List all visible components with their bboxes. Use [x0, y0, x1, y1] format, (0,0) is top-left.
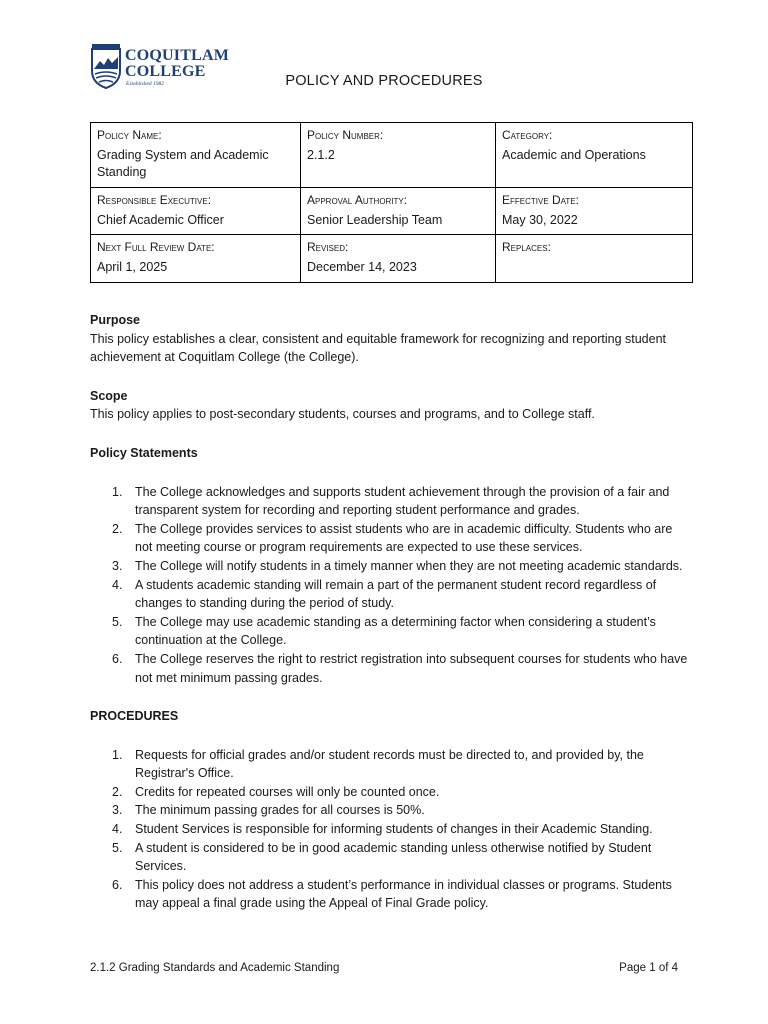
list-item-text: A students academic standing will remain a part of the permanent student record regardless of changes to standing during the period of study. — [135, 577, 657, 611]
meta-cell-policy-name — [91, 123, 301, 188]
document-title: POLICY AND PROCEDURES — [285, 73, 483, 89]
meta-label: Revised: — [307, 240, 349, 254]
meta-value: Senior Leadership Team — [307, 213, 443, 227]
scope-heading: Scope — [90, 388, 128, 403]
logo-line-2: COLLEGE — [125, 63, 206, 80]
list-item: 6. The College reserves the right to restrict registration into subsequent courses for students who have not met minimum passing grades. — [112, 651, 688, 685]
meta-cell-next-review-date — [91, 235, 301, 283]
meta-cell-effective-date — [496, 188, 693, 235]
list-item: 4. A students academic standing will remain a part of the permanent student record regardless of changes to standing during the period of study. — [112, 577, 657, 611]
list-item: 5. The College may use academic standing as a determining factor when considering a student’s continuation at the College. — [112, 614, 656, 648]
meta-cell-replaces — [496, 235, 693, 283]
meta-label: Policy Name: — [97, 128, 162, 142]
policy-statements-heading: Policy Statements — [90, 445, 198, 460]
meta-cell-policy-number — [301, 123, 496, 188]
list-item-text: Student Services is responsible for informing students of changes in their Academic Standing. — [135, 822, 653, 837]
meta-cell-approval-authority — [301, 188, 496, 235]
list-item: 1. The College acknowledges and supports student achievement through the provision of a fair and transparent system for recording and reporting student performance and grades. — [112, 484, 670, 518]
meta-value: December 14, 2023 — [307, 260, 417, 274]
meta-label: Responsible Executive: — [97, 193, 212, 207]
list-item: 3. The College will notify students in a timely manner when they are not meeting academic standards. — [112, 558, 683, 573]
meta-label: Approval Authority: — [307, 193, 408, 207]
list-item-text: The College provides services to assist students who are in academic difficulty. Students who are not meeting course or program requirements are expected to use these services. — [135, 521, 673, 555]
meta-label: Category: — [502, 128, 553, 142]
footer-page-number: Page 1 of 4 — [619, 962, 678, 974]
procedures-list — [90, 746, 690, 913]
list-item-text: Requests for official grades and/or student records must be directed to, and provided by, the Registrar's Office. — [135, 747, 644, 781]
list-item: 2. The College provides services to assist students who are in academic difficulty. Students who are not meeting course or program requirements are expected to use these services. — [112, 521, 673, 555]
list-item: 3. The minimum passing grades for all courses is 50%. — [112, 803, 425, 818]
meta-label: Replaces: — [502, 240, 551, 254]
list-item: 5. A student is considered to be in good academic standing unless otherwise notified by Student Services. — [112, 840, 652, 874]
list-item: 4. Student Services is responsible for informing students of changes in their Academic Standing. — [112, 822, 653, 837]
document-body — [90, 311, 690, 913]
list-item-text: The College will notify students in a timely manner when they are not meeting academic standards. — [135, 558, 683, 573]
list-item-text: Credits for repeated courses will only be counted once. — [135, 784, 440, 799]
meta-value: Academic and Operations — [502, 148, 646, 162]
list-item: 1. Requests for official grades and/or student records must be directed to, and provided by, the Registrar's Office. — [112, 747, 644, 781]
meta-row — [91, 123, 693, 188]
page-footer — [90, 962, 692, 974]
purpose-text: This policy establishes a clear, consistent and equitable framework for recognizing and reporting student achievement at Coquitlam College (the College). — [90, 331, 667, 365]
list-item-text: This policy does not address a student’s performance in individual classes or programs. Students may appeal a final grade using the Appeal of Final Grade policy. — [135, 877, 672, 911]
list-item-text: The College reserves the right to restrict registration into subsequent courses for students who have not met minimum passing grades. — [135, 651, 688, 685]
meta-label: Policy Number: — [307, 128, 384, 142]
logo-line-1: COQUITLAM — [125, 47, 230, 64]
list-item: 6. This policy does not address a student’s performance in individual classes or programs. Students may appeal a final grade using the Appeal of Final Grade policy. — [112, 877, 672, 911]
list-item-text: The College acknowledges and supports student achievement through the provision of a fair and transparent system for recording and reporting student performance and grades. — [135, 484, 670, 518]
meta-label: Effective Date: — [502, 193, 579, 207]
meta-cell-revised — [301, 235, 496, 283]
meta-cell-responsible-executive — [91, 188, 301, 235]
list-item-text: The College may use academic standing as a determining factor when considering a student’s continuation at the College. — [135, 614, 656, 648]
meta-row — [91, 188, 693, 235]
logo-established: Established 1982 — [126, 81, 165, 87]
meta-value: May 30, 2022 — [502, 213, 578, 227]
meta-value: Grading System and Academic Standing — [97, 148, 269, 179]
list-item-text: A student is considered to be in good academic standing unless otherwise notified by Student Services. — [135, 840, 652, 874]
list-item: 2. Credits for repeated courses will only be counted once. — [112, 784, 440, 799]
meta-row — [91, 235, 693, 283]
policy-statements-list — [90, 483, 690, 688]
footer-document-name: 2.1.2 Grading Standards and Academic Standing — [90, 962, 340, 974]
list-item-text: The minimum passing grades for all courses is 50%. — [135, 803, 425, 818]
meta-value: April 1, 2025 — [97, 260, 168, 274]
purpose-heading: Purpose — [90, 313, 141, 327]
meta-value: 2.1.2 — [307, 148, 335, 162]
meta-label: Next Full Review Date: — [97, 240, 215, 254]
procedures-heading: PROCEDURES — [90, 709, 179, 724]
meta-cell-category — [496, 123, 693, 188]
policy-meta-table — [90, 122, 693, 283]
scope-text: This policy applies to post-secondary students, courses and programs, and to College staff. — [90, 407, 595, 422]
meta-value: Chief Academic Officer — [97, 213, 224, 227]
